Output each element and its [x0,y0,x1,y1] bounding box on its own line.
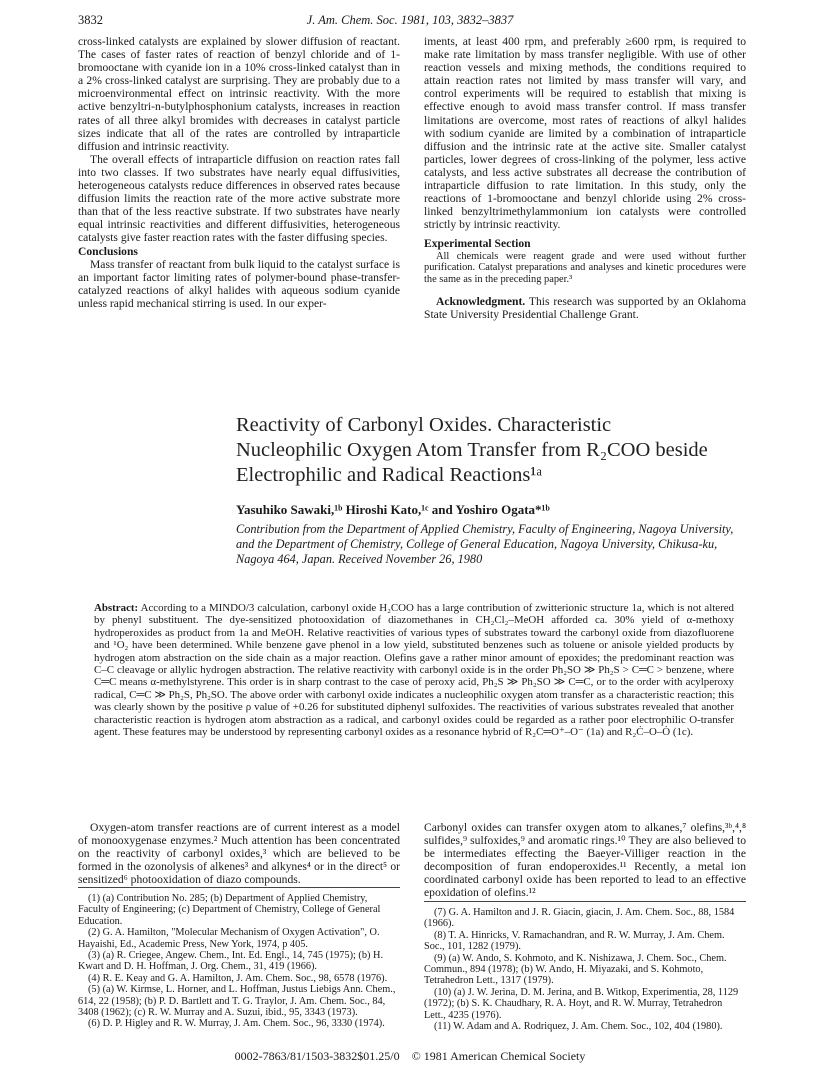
body-paragraph: Oxygen-atom transfer reactions are of current interest as a model of monooxygenase enzymes.² Much attention has been concentrated on the reactivity of carbonyl oxides,³ which are believed to be formed in the ozonolysis of alkenes³ and alkynes⁴ or in the direct⁵ or sensitized⁶ photooxidation of diazo compounds. [78,821,400,887]
title-line: Electrophilic and Radical Reactions¹ᵃ [236,464,543,486]
prev-article-right-column [424,35,746,321]
section-heading-experimental: Experimental Section [424,237,531,251]
footnote: (10) (a) J. W. Jerina, D. M. Jerina, and B. Witkop, Experimentia, 28, 1129 (1972); (b) S. K. Chaudhary, R. A. Hoyt, and R. W. Murray, Tetrahedron Lett., 4235 (1976). [424,986,739,1021]
footnote: (3) (a) R. Criegee, Angew. Chem., Int. Ed. Engl., 14, 745 (1975); (b) H. Kwart and D. H. Hoffman, J. Org. Chem., 31, 419 (1966). [78,950,384,973]
acknowledgment [424,295,746,321]
body-paragraph: Mass transfer of reactant from bulk liquid to the catalyst surface is an important factor limiting rates of polymer-bound phase-transfer-catalyzed reactions of alkyl halides with aqueous sodium cyanide unless rapid mechanical stirring is used. In our exper- [78,257,400,310]
footnote: (9) (a) W. Ando, S. Kohmoto, and K. Nishizawa, J. Chem. Soc., Chem. Commun., 894 (1978); (b) W. Ando, H. Miyazaki, and S. Kohmoto, Tetrahedron Lett., 1317 (1979). [424,952,727,987]
affiliation: Contribution from the Department of Applied Chemistry, Faculty of Engineering, Nagoya University, and the Department of Chemistry, College of General Education, Nagoya University, Chikusa-ku, Nagoya 464, Japan. Received November 26, 1980 [236,522,734,566]
section-heading-conclusions: Conclusions [78,244,138,258]
footnote-rule [424,901,746,902]
copyright-code: 0002-7863/81/1503-3832$01.25/0 [234,1049,400,1063]
body-paragraph: The overall effects of intraparticle diffusion on reaction rates fall into two classes. If two substrates have nearly equal diffusivities, heterogeneous catalysts reduce differences in observed rates because diffusion limits the reaction rate of the more active substrate more than that of the less reactive substrate. If two substrates have nearly equal intrinsic reactivities and different diffusivities, heterogeneous catalysts give faster reaction rates with the faster diffusing species. [78,152,400,245]
experimental-text: All chemicals were reagent grade and were used without further purification. Catalyst preparations and analyses and kinetic procedures were the same as in the preceding paper.³ [424,250,746,285]
article-body-left [78,821,400,886]
footnote: (1) (a) Contribution No. 285; (b) Department of Applied Chemistry, Faculty of Engineering; (c) Department of Chemistry, College of General Education. [78,893,381,927]
running-header: J. Am. Chem. Soc. 1981, 103, 3832–3837 [306,13,514,27]
footnote: (7) G. A. Hamilton and J. R. Giacin, giacin, J. Am. Chem. Soc., 88, 1584 (1966). [424,907,735,930]
abstract-text: According to a MINDO/3 calculation, carbonyl oxide H₂COO has a large contribution of zwitterionic structure 1a, which is not altered by phenyl substituent. The dye-sensitized photooxidation of diazomethanes in CH₂Cl₂–MeOH afforded ca. 30% yield of α-methoxy hydroperoxides as product from 1a and MeOH. Relative reactivities of various types of substrates toward the carbonyl oxide from diazofluorene and ¹O₂ have been determined. While benzene gave phenol in a low yield, substituted benzenes such as toluene or anisole yielded products by hydrogen atom abstraction on the side chain as a major reaction. Olefins gave a rather minor amount of epoxides; the predominant reaction was C–C cleavage or allylic hydrogen abstraction. The relative reactivity with carbonyl oxide is in the order Ph₂SO ≫ Ph₂S > C═C > benzene, where C═C means α-methylstyrene. This order is in sharp contrast to the case of peroxy acid, Ph₂S ≫ Ph₂SO ≫ C═C, or to the order with acylperoxy radical, C═C ≫ Ph₂S, Ph₂SO. The above order with carbonyl oxide indicates a nucleophilic oxygen atom transfer as a characteristic reaction; this was clearly shown by the positive ρ value of +0.26 for substituted diphenyl sulfoxides. The reactivities of various substrates revealed that another characteristic reaction is hydrogen atom abstraction as a radical, and carbonyl oxides could be regarded as a rather poor electrophilic O-transfer agent. These features may be understood by representing carbonyl oxides as a resonance hybrid of R₂C═O⁺–O⁻ (1a) and R₂Ċ–O–Ȯ (1c). [94,602,735,739]
footnotes-right [424,907,746,1032]
body-paragraph: cross-linked catalysts are explained by slower diffusion of reactant. The cases of faster rates of reaction of benzyl chloride and of 1-bromooctane with cyanide ion in a 10% cross-linked catalyst than in a 2% cross-linked catalyst are surprising. They are probably due to a microenvironmental effect on intrinsic reactivity. With the more active benzyltri-n-butylphosphonium catalysts, increases in reaction rates of all three alkyl bromides with decreases in catalyst particle sizes indicate that all of the rates are controlled by intraparticle diffusion and intrinsic reactivity. [78,35,400,153]
page-footer [0,1049,820,1064]
article-title [236,413,756,488]
footnote: (6) D. P. Higley and R. W. Murray, J. Am. Chem. Soc., 96, 3330 (1974). [88,1018,385,1030]
authors: Yasuhiko Sawaki,¹ᵇ Hiroshi Kato,¹ᶜ and Yoshiro Ogata*¹ᵇ [236,502,550,517]
title-line: Reactivity of Carbonyl Oxides. Characteristic [236,414,612,436]
abstract-label: Abstract: [94,602,139,614]
footnotes-left [78,893,400,1030]
footnote-rule [78,887,400,888]
body-paragraph: iments, at least 400 rpm, and preferably ≥600 rpm, is required to make rate limitation by mass transfer negligible. With use of other reaction vessels and mixing methods, the conditions required to attain reaction rates not limited by mass transfer will vary, and control experiments will be required to establish that mixing is effective enough to avoid mass transfer control. If mass transfer limitations are overcome, most rates of reactions of alkyl halides with sodium cyanide are limited by a combination of intraparticle diffusion and the intrinsic rate at the active site. Smaller catalyst particles, lower degrees of cross-linking of the polymer, less active catalysts, and less active substrates all decrease the contribution of intraparticle diffusion to rate limitation. In this study, only the reactions of 1-bromooctane and benzyl chloride using 2% cross-linked benzyltrimethylammonium ion catalysts were controlled strictly by intrinsic reactivity. [424,35,746,232]
footnote: (5) (a) W. Kirmse, L. Horner, and L. Hoffman, Justus Liebigs Ann. Chem., 614, 22 (1958); (b) P. D. Bartlett and T. G. Traylor, J. Am. Chem. Soc., 84, 3408 (1962); (c) R. W. Murray and A. Suzui, ibid., 95, 3343 (1973). [78,984,396,1019]
copyright-notice: © 1981 American Chemical Society [411,1049,586,1063]
acknowledgment-text: This research was supported by an Oklahoma State University Presidential Challenge Grant. [424,295,746,322]
body-paragraph: Carbonyl oxides can transfer oxygen atom to alkanes,⁷ olefins,³ᵇ,⁴,⁸ sulfides,⁹ sulfoxides,⁹ and aromatic rings.¹⁰ They are also believed to be intermediates effecting the Baeyer-Villiger reaction in the decomposition of furan endoperoxides.¹¹ Recently, a metal ion coordinated carbonyl oxide has been reported to lead to an effective epoxidation of olefins.¹² [424,821,746,900]
footnote: (11) W. Adam and A. Rodriquez, J. Am. Chem. Soc., 102, 404 (1980). [434,1021,723,1033]
footnote: (2) G. A. Hamilton, "Molecular Mechanism of Oxygen Activation", O. Hayaishi, Ed., Academic Press, New York, 1974, p 405. [78,927,380,950]
footnote: (8) T. A. Hinricks, V. Ramachandran, and R. W. Murray, J. Am. Chem. Soc., 101, 1282 (1979). [424,929,725,953]
acknowledgment-label: Acknowledgment. [436,295,526,309]
footnote: (4) R. E. Keay and G. A. Hamilton, J. Am. Chem. Soc., 98, 6578 (1976). [88,972,388,984]
page-number: 3832 [78,13,103,27]
prev-article-left-column [78,35,400,310]
abstract [94,602,734,738]
article-body-right [424,821,746,900]
title-line: Nucleophilic Oxygen Atom Transfer from R₂COO beside [236,439,708,461]
